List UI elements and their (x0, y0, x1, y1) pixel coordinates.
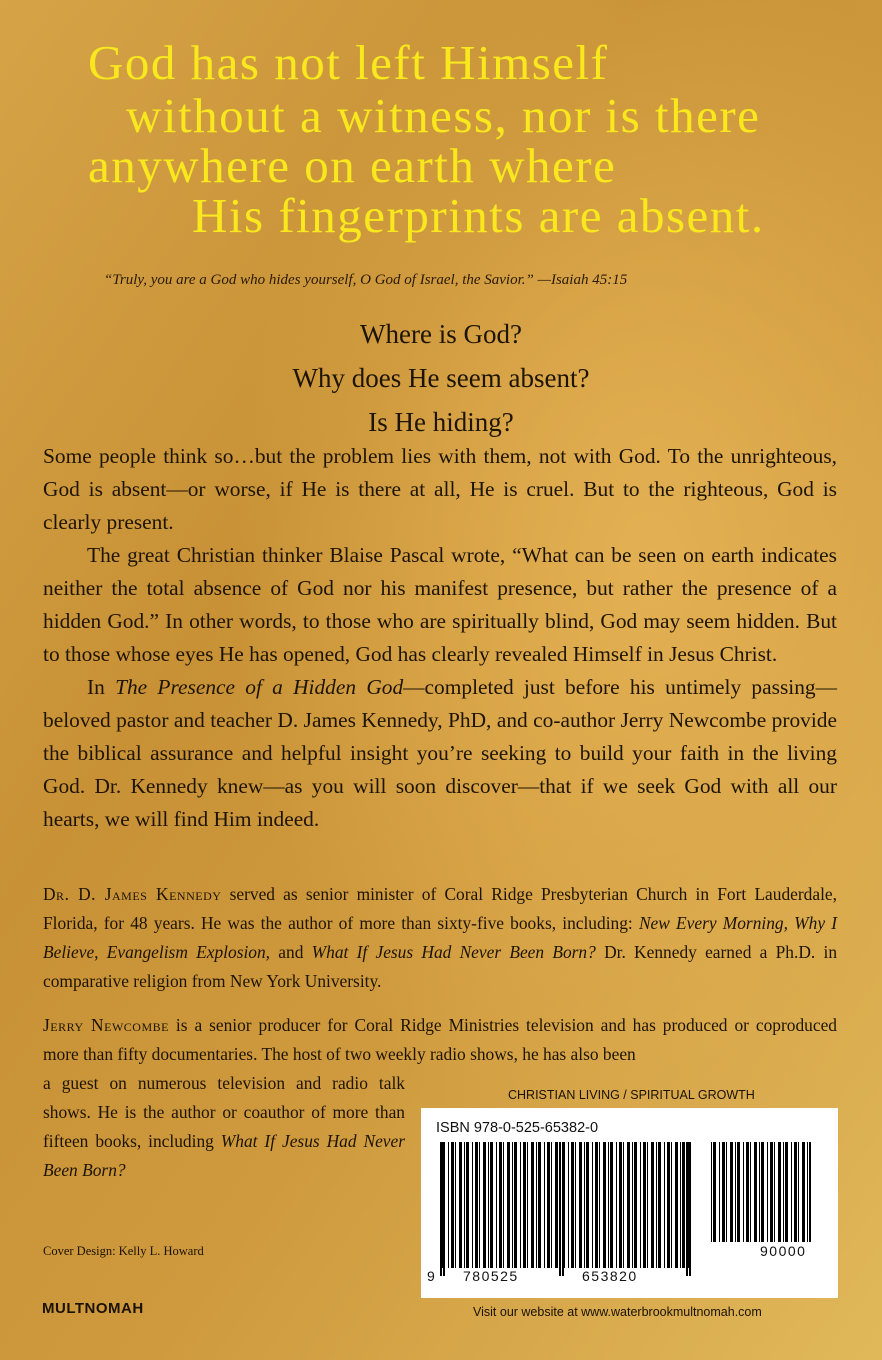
barcode-bar (730, 1142, 733, 1242)
barcode-bar (503, 1142, 504, 1268)
barcode-bar (610, 1142, 613, 1268)
barcode-bar (682, 1142, 685, 1268)
bio-newcombe-text-1: is a senior producer for Coral Ridge Ministries television and has produced or coproduced more than fifty documentaries. The host of two weekly radio shows, he has also been (43, 1015, 837, 1064)
barcode-bar (523, 1142, 526, 1268)
barcode-bar (785, 1142, 788, 1242)
barcode-guard (443, 1142, 445, 1276)
barcode-bar (774, 1142, 775, 1242)
barcode-bar (472, 1142, 473, 1268)
barcode-bar (599, 1142, 600, 1268)
barcode-guard (562, 1142, 564, 1276)
bio-kennedy-titles: New Every Morning, Why I Believe, Evangelism Explosion, (43, 913, 837, 962)
barcode-bar (778, 1142, 781, 1242)
barcode-bar (488, 1142, 489, 1268)
bio-kennedy-text-1: served as senior minister of Coral Ridge Presbyterian Church in Fort Lauderdale, Florida, for 48 years. He was the author of more than sixty-five books, including: (43, 884, 837, 933)
author-name-newcombe: Jerry Newcombe (43, 1015, 169, 1035)
question-2: Why does He seem absent? (292, 363, 590, 393)
barcode-bar (451, 1142, 454, 1268)
bio-newcombe-title: What If Jesus Had Never Been Born? (43, 1131, 405, 1180)
barcode-bar (455, 1142, 456, 1268)
barcode-guard (689, 1142, 691, 1276)
barcode-bar (496, 1142, 497, 1268)
barcode-bar (761, 1142, 764, 1242)
barcode-bar (579, 1142, 582, 1268)
barcode-bar (664, 1142, 665, 1268)
barcode-bar (575, 1142, 576, 1268)
barcode-bar (555, 1142, 558, 1268)
body-paragraph-3 (43, 671, 837, 836)
barcode-bar (767, 1142, 768, 1242)
barcode-bar (448, 1142, 449, 1268)
epigraph: “Truly, you are a God who hides yourself, O God of Israel, the Savior.” —Isaiah 45:15 (104, 272, 628, 288)
barcode-addon-digits: 90000 (760, 1243, 807, 1259)
barcode-bar (586, 1142, 589, 1268)
barcode-bar (538, 1142, 541, 1268)
barcode-bar (459, 1142, 462, 1268)
barcode-bar (713, 1142, 716, 1242)
isbn-label: ISBN 978-0-525-65382-0 (436, 1120, 599, 1136)
barcode-bar (603, 1142, 606, 1268)
barcode-bar (711, 1142, 712, 1242)
category-label: CHRISTIAN LIVING / SPIRITUAL GROWTH (508, 1088, 755, 1102)
barcode-bar (719, 1142, 720, 1242)
barcode-bar (737, 1142, 740, 1242)
barcode-bar (536, 1142, 537, 1268)
barcode-bar (658, 1142, 661, 1268)
barcode-bar (551, 1142, 552, 1268)
bio-kennedy-text-2: and (270, 942, 312, 962)
barcode-bar (619, 1142, 622, 1268)
barcode-guard (686, 1142, 688, 1276)
headline-line-3: anywhere on earth where (88, 138, 617, 193)
barcode-bar (651, 1142, 654, 1268)
barcode-bar (802, 1142, 805, 1242)
barcode-bar (643, 1142, 646, 1268)
barcode-bar (759, 1142, 760, 1242)
barcode-bar (595, 1142, 598, 1268)
bio-kennedy-text-3: Dr. Kennedy earned a Ph.D. in comparative religion from New York University. (43, 942, 838, 991)
barcode-bar (634, 1142, 637, 1268)
barcode-bar (571, 1142, 574, 1268)
barcode-bar (688, 1142, 689, 1268)
barcode-bar (750, 1142, 751, 1242)
barcode-bar (667, 1142, 670, 1268)
barcode-bar (568, 1142, 569, 1268)
publisher-logo: MULTNOMAH (42, 1300, 144, 1317)
bio-newcombe-narrow (43, 1069, 405, 1185)
barcode-bar (544, 1142, 545, 1268)
barcode-bar (675, 1142, 678, 1268)
barcode-bar (584, 1142, 585, 1268)
barcode-bar (647, 1142, 648, 1268)
barcode-bar (512, 1142, 513, 1268)
barcode-bar (794, 1142, 797, 1242)
barcode-bar (671, 1142, 672, 1268)
bio-kennedy-title-2: What If Jesus Had Never Been Born? (311, 942, 596, 962)
headline-line-4: His fingerprints are absent. (192, 188, 765, 243)
barcode-bar (640, 1142, 641, 1268)
barcode-bar (499, 1142, 502, 1268)
barcode-bar (475, 1142, 478, 1268)
barcode-bar (608, 1142, 609, 1268)
barcode-bar (531, 1142, 534, 1268)
barcode-bar (623, 1142, 624, 1268)
barcode-bar (791, 1142, 792, 1242)
barcode-bar (520, 1142, 521, 1268)
bio-kennedy (43, 880, 837, 996)
p3-rest: —completed just before his untimely passing—beloved pastor and teacher D. James Kennedy, PhD, and co-author Jerry Newcombe provide the biblical assurance and helpful insight you’re seeking to build your faith in the living God. Dr. Kennedy knew—as you will soon discover—that if we seek God with all our hearts, we will find Him indeed. (43, 675, 837, 831)
barcode-bar (783, 1142, 784, 1242)
barcode-bar (722, 1142, 725, 1242)
bio-newcombe-text-2: a guest on numerous television and radio talk shows. He is the author or coauthor of more than fifteen books, including (43, 1073, 405, 1151)
barcode-group-1: 780525 (463, 1268, 519, 1284)
barcode-bar (632, 1142, 633, 1268)
barcode-bar (627, 1142, 630, 1268)
barcode-bar (746, 1142, 749, 1242)
website-link[interactable]: Visit our website at www.waterbrookmultnomah.com (473, 1305, 762, 1319)
cover-credit: Cover Design: Kelly L. Howard (43, 1244, 204, 1258)
barcode-bar (483, 1142, 486, 1268)
barcode-bar (754, 1142, 757, 1242)
barcode-guard (559, 1142, 561, 1276)
barcode-bar (527, 1142, 528, 1268)
book-title: The Presence of a Hidden God (115, 675, 404, 699)
barcode-bar (479, 1142, 480, 1268)
barcode-bar (592, 1142, 593, 1268)
barcode-bar (770, 1142, 773, 1242)
author-name-kennedy: Dr. D. James Kennedy (43, 884, 222, 904)
barcode-guard (440, 1142, 442, 1276)
bio-newcombe-full (43, 1011, 837, 1069)
barcode-bar (735, 1142, 736, 1242)
barcode-group-2: 653820 (582, 1268, 638, 1284)
barcode-bar (798, 1142, 799, 1242)
p3-lead: In (87, 675, 116, 699)
question-1: Where is God? (360, 319, 522, 349)
body-paragraph-2: The great Christian thinker Blaise Pascal wrote, “What can be seen on earth indicates neither the total absence of God nor his manifest presence, but rather the presence of a hidden God.” In other words, to those who are spiritually blind, God may seem hidden. But to those whose eyes He has opened, God has clearly revealed Himself in Jesus Christ. (43, 543, 837, 666)
barcode-bar (656, 1142, 657, 1268)
questions (0, 312, 882, 444)
barcode-bar (507, 1142, 510, 1268)
barcode-bar (490, 1142, 493, 1268)
question-3: Is He hiding? (368, 407, 514, 437)
barcode-bar (616, 1142, 617, 1268)
body-paragraph-1: Some people think so…but the problem lies with them, not with God. To the unrighteous, God is absent—or worse, if He is there at all, He is cruel. But to the righteous, God is clearly present. (43, 444, 837, 534)
barcode-bar (466, 1142, 469, 1268)
body-text (43, 440, 837, 836)
barcode-bar (547, 1142, 550, 1268)
barcode-bar (809, 1142, 811, 1242)
barcode-bar (743, 1142, 744, 1242)
barcode-bar (514, 1142, 517, 1268)
headline-line-2: without a witness, nor is there (126, 88, 761, 143)
barcode-bar (807, 1142, 808, 1242)
barcode-lead-digit: 9 (427, 1268, 435, 1284)
barcode-bar (680, 1142, 681, 1268)
barcode-bar (464, 1142, 465, 1268)
headline-line-1: God has not left Himself (88, 35, 609, 90)
barcode-bar (726, 1142, 727, 1242)
